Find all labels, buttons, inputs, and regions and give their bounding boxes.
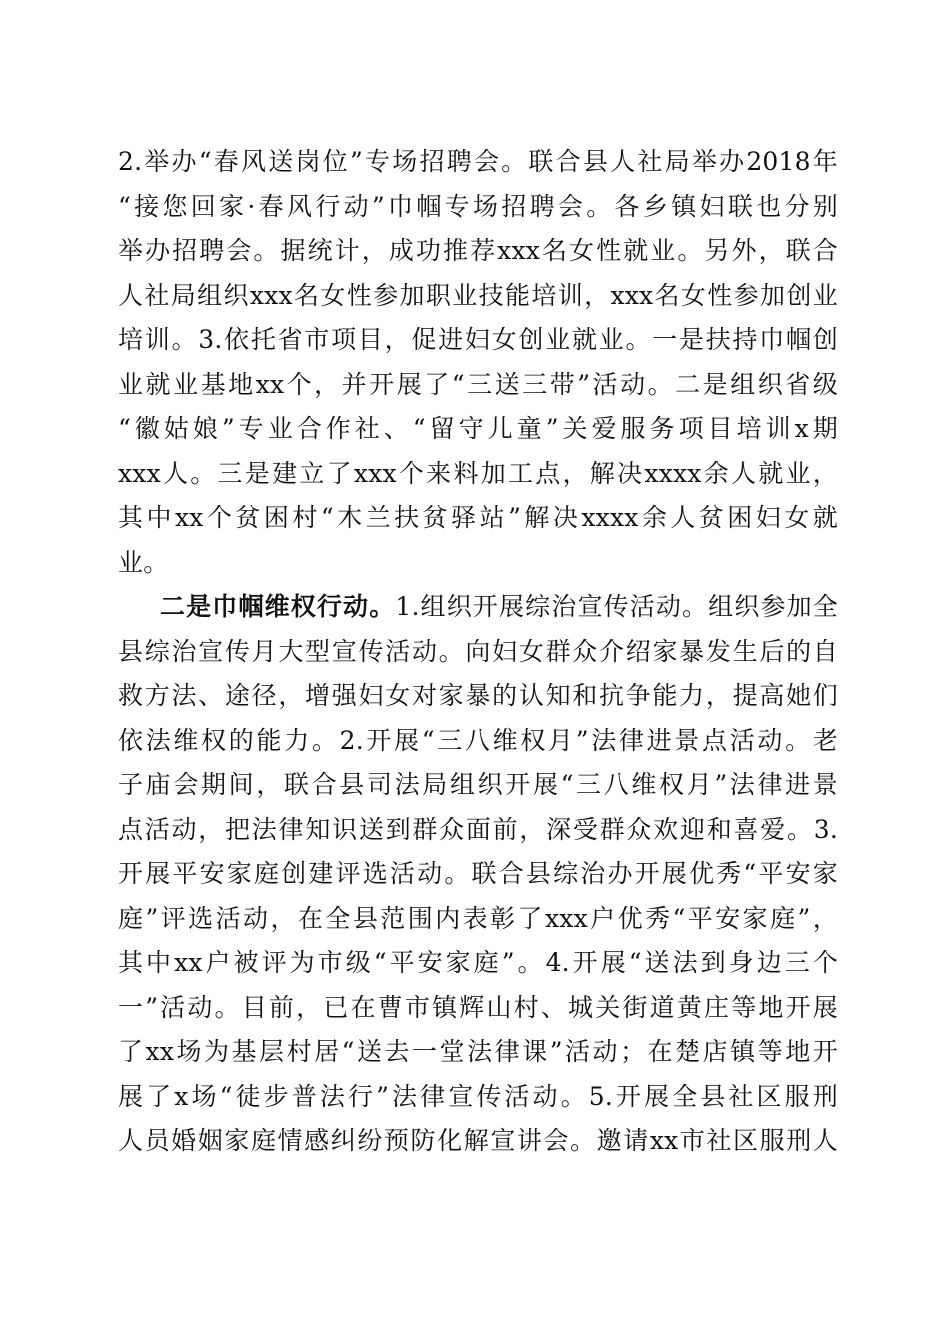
- text-line: 县综治宣传月大型宣传活动。向妇女群众介绍家暴发生后的自: [118, 636, 838, 666]
- paragraph-employment: [118, 140, 838, 585]
- text-line: 举办招聘会。据统计，成功推荐xxx名女性就业。另外，联合: [118, 236, 838, 265]
- text-line: 子庙会期间，联合县司法局组织开展“三八维权月”法律进景: [118, 770, 838, 799]
- text-line: 人社局组织xxx名女性参加职业技能培训，xxx名女性参加创业: [118, 280, 838, 310]
- text-run: 1.组织开展综治宣传活动。组织参加全: [395, 592, 838, 621]
- text-line: 点活动，把法律知识送到群众面前，深受群众欢迎和喜爱。3.: [118, 814, 838, 844]
- text-line: 开展平安家庭创建评选活动。联合县综治办开展优秀“平安家: [118, 859, 838, 888]
- text-line: 救方法、途径，增强妇女对家暴的认知和抗争能力，提高她们: [118, 681, 838, 710]
- text-line: xxx人。三是建立了xxx个来料加工点，解决xxxx余人就业，: [118, 458, 838, 488]
- document-body: [118, 140, 838, 1164]
- text-line: 庭”评选活动，在全县范围内表彰了xxx户优秀“平安家庭”，: [118, 903, 838, 933]
- text-line: 其中xx个贫困村“木兰扶贫驿站”解决xxxx余人贫困妇女就: [118, 503, 838, 532]
- text-line: 培训。3.依托省市项目，促进妇女创业就业。一是扶持巾帼创: [118, 325, 838, 354]
- text-line: 一”活动。目前，已在曹市镇辉山村、城关街道黄庄等地开展: [118, 992, 838, 1022]
- text-line: “接您回家·春风行动”巾帼专场招聘会。各乡镇妇联也分别: [118, 191, 838, 221]
- text-line: 业就业基地xx个，并开展了“三送三带”活动。二是组织省级: [118, 369, 838, 399]
- text-line: 依法维权的能力。2.开展“三八维权月”法律进景点活动。老: [118, 725, 838, 755]
- paragraph-rights-protection: [118, 585, 838, 1164]
- text-line: 展了x场“徒步普法行”法律宣传活动。5.开展全县社区服刑: [118, 1081, 838, 1111]
- text-line: “徽姑娘”专业合作社、“留守儿童”关爱服务项目培训x期: [118, 414, 838, 443]
- text-line: 人员婚姻家庭情感纠纷预防化解宣讲会。邀请xx市社区服刑人: [118, 1126, 838, 1155]
- text-line: 了xx场为基层村居“送去一堂法律课”活动；在楚店镇等地开: [118, 1037, 838, 1066]
- text-line: 2.举办“春风送岗位”专场招聘会。联合县人社局举办2018年: [118, 147, 838, 176]
- text-line: 其中xx户被评为市级“平安家庭”。4.开展“送法到身边三个: [118, 948, 838, 977]
- paragraph-first-line: [118, 585, 838, 630]
- section-heading: 二是巾帼维权行动。: [160, 592, 396, 621]
- text-line: 业。: [118, 547, 169, 577]
